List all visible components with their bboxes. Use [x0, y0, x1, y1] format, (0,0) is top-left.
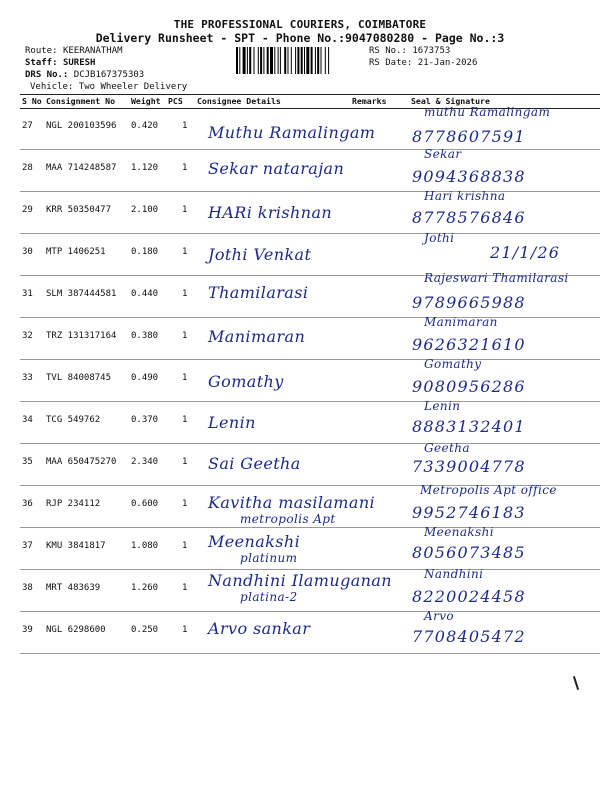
row-consignment-no: NGL 200103596 — [46, 121, 117, 131]
row-consignment-no: MRT 483639 — [46, 583, 101, 593]
pen-mark — [573, 676, 579, 690]
row-pcs: 1 — [182, 289, 188, 299]
consignee-name: Muthu Ramalingam — [208, 123, 376, 142]
signature-text: Geetha — [424, 441, 470, 455]
row-sno: 29 — [22, 205, 33, 215]
consignee-name: Kavitha masilamani — [208, 493, 376, 512]
row-pcs: 1 — [182, 541, 188, 551]
table-row — [20, 569, 600, 612]
table-row — [20, 191, 600, 234]
signature-phone: 9626321610 — [412, 335, 526, 354]
signature-phone: 9789665988 — [412, 293, 526, 312]
signature-phone: 7708405472 — [412, 627, 526, 646]
vehicle-line — [30, 82, 187, 92]
row-consignment-no: TRZ 131317164 — [46, 331, 117, 341]
row-sno: 38 — [22, 583, 33, 593]
route-label: Route: — [25, 46, 58, 56]
row-weight: 1.120 — [131, 163, 159, 173]
consignee-address: platina-2 — [240, 590, 298, 604]
consignee-name: Lenin — [208, 413, 256, 432]
rs-no-line — [369, 46, 450, 56]
row-pcs: 1 — [182, 625, 188, 635]
row-consignment-no: TVL 84008745 — [46, 373, 112, 383]
staff-line — [25, 58, 95, 68]
rs-no-value: 1673753 — [412, 46, 451, 56]
rs-no-label: RS No.: — [369, 46, 407, 56]
signature-text: Arvo — [424, 609, 455, 623]
row-sno: 32 — [22, 331, 33, 341]
table-row — [20, 107, 600, 150]
row-sno: 39 — [22, 625, 33, 635]
signature-text: Jothi — [424, 231, 455, 245]
table-row — [20, 611, 600, 654]
col-seal-signature: Seal & Signature — [411, 96, 490, 106]
table-row — [20, 359, 600, 402]
table-row — [20, 401, 600, 444]
signature-phone: 9080956286 — [412, 377, 526, 396]
row-consignment-no: MAA 650475270 — [46, 457, 117, 467]
col-consignment: Consignment No — [46, 96, 116, 106]
consignee-name: Thamilarasi — [208, 283, 309, 302]
drs-line — [25, 70, 144, 80]
row-consignment-no: SLM 387444581 — [46, 289, 117, 299]
table-row — [20, 443, 600, 486]
col-weight: Weight — [131, 96, 161, 106]
row-weight: 0.180 — [131, 247, 159, 257]
row-weight: 1.080 — [131, 541, 159, 551]
signature-phone: 8778576846 — [412, 208, 526, 227]
consignee-name: Sekar natarajan — [208, 159, 345, 178]
signature-text: Sekar — [424, 147, 462, 161]
row-sno: 28 — [22, 163, 33, 173]
table-row — [20, 527, 600, 570]
company-title: THE PROFESSIONAL COURIERS, COIMBATORE — [173, 18, 427, 31]
signature-text: Hari krishna — [424, 189, 506, 203]
barcode-image — [236, 47, 364, 74]
consignee-name: Sai Geetha — [208, 454, 301, 473]
row-pcs: 1 — [182, 205, 188, 215]
row-weight: 0.490 — [131, 373, 159, 383]
table-row — [20, 233, 600, 276]
row-pcs: 1 — [182, 163, 188, 173]
row-weight: 1.260 — [131, 583, 159, 593]
table-row — [20, 317, 600, 360]
consignee-name: HARi krishnan — [208, 203, 333, 222]
row-sno: 35 — [22, 457, 33, 467]
col-remarks: Remarks — [352, 96, 387, 106]
row-pcs: 1 — [182, 415, 188, 425]
staff-label: Staff: — [25, 58, 58, 68]
row-sno: 31 — [22, 289, 33, 299]
row-consignment-no: KRR 50350477 — [46, 205, 112, 215]
signature-phone: 21/1/26 — [490, 243, 561, 262]
row-weight: 0.370 — [131, 415, 159, 425]
row-sno: 33 — [22, 373, 33, 383]
row-weight: 2.100 — [131, 205, 159, 215]
row-pcs: 1 — [182, 247, 188, 257]
consignee-name: Gomathy — [208, 372, 284, 391]
row-consignment-no: RJP 234112 — [46, 499, 101, 509]
row-weight: 2.340 — [131, 457, 159, 467]
signature-text: Meenakshi — [424, 525, 494, 539]
signature-phone: 8056073485 — [412, 543, 526, 562]
row-consignment-no: MTP 1406251 — [46, 247, 106, 257]
vehicle-label: Vehicle: — [30, 82, 74, 92]
row-pcs: 1 — [182, 121, 188, 131]
row-consignment-no: TCG 549762 — [46, 415, 101, 425]
row-weight: 0.250 — [131, 625, 159, 635]
row-sno: 34 — [22, 415, 33, 425]
row-sno: 37 — [22, 541, 33, 551]
rs-date-label: RS Date: — [369, 58, 413, 68]
consignee-name: Meenakshi — [208, 532, 301, 551]
row-weight: 0.600 — [131, 499, 159, 509]
consignee-name: Arvo sankar — [208, 619, 311, 638]
col-sno: S No — [22, 96, 42, 106]
signature-phone: 9094368838 — [412, 167, 526, 186]
row-consignment-no: MAA 714248587 — [46, 163, 117, 173]
runsheet-table — [20, 94, 600, 644]
consignee-address: platinum — [240, 551, 298, 565]
rs-date-value: 21-Jan-2026 — [417, 58, 478, 68]
staff-value: SURESH — [62, 58, 96, 68]
consignee-name: Nandhini Ilamuganan — [208, 571, 392, 590]
signature-text: Metropolis Apt office — [420, 483, 557, 497]
row-pcs: 1 — [182, 331, 188, 341]
signature-phone: 8778607591 — [412, 127, 526, 146]
consignee-name: Manimaran — [208, 327, 306, 346]
row-consignment-no: NGL 6298600 — [46, 625, 106, 635]
row-weight: 0.420 — [131, 121, 159, 131]
col-pcs: PCS — [168, 96, 183, 106]
table-row — [20, 485, 600, 528]
row-consignment-no: KMU 3841817 — [46, 541, 106, 551]
signature-phone: 8220024458 — [412, 587, 526, 606]
signature-text: muthu Ramalingam — [424, 105, 551, 119]
col-consignee: Consignee Details — [197, 96, 281, 106]
row-pcs: 1 — [182, 373, 188, 383]
vehicle-value: Two Wheeler Delivery — [78, 82, 188, 92]
table-row — [20, 149, 600, 192]
row-pcs: 1 — [182, 457, 188, 467]
rs-date-line — [369, 58, 477, 68]
runsheet-subtitle: Delivery Runsheet - SPT - Phone No.:9047080280 - Page No.:3 — [95, 31, 505, 45]
route-line — [25, 46, 123, 56]
drs-label: DRS No.: — [25, 70, 69, 80]
row-pcs: 1 — [182, 499, 188, 509]
row-weight: 0.440 — [131, 289, 159, 299]
row-pcs: 1 — [182, 583, 188, 593]
table-row — [20, 271, 600, 318]
row-weight: 0.380 — [131, 331, 159, 341]
signature-text: Nandhini — [424, 567, 484, 581]
row-sno: 36 — [22, 499, 33, 509]
consignee-name: Jothi Venkat — [208, 245, 312, 264]
signature-phone: 8883132401 — [412, 417, 526, 436]
signature-text: Lenin — [424, 399, 461, 413]
row-sno: 30 — [22, 247, 33, 257]
signature-phone: 7339004778 — [412, 457, 526, 476]
signature-text: Manimaran — [424, 315, 498, 329]
row-sno: 27 — [22, 121, 33, 131]
drs-value: DCJB167375303 — [73, 70, 145, 80]
signature-text: Rajeswari Thamilarasi — [424, 271, 569, 285]
signature-text: Gomathy — [424, 357, 482, 371]
route-value: KEERANATHAM — [62, 46, 123, 56]
signature-phone: 9952746183 — [412, 503, 526, 522]
consignee-address: metropolis Apt — [240, 512, 336, 526]
